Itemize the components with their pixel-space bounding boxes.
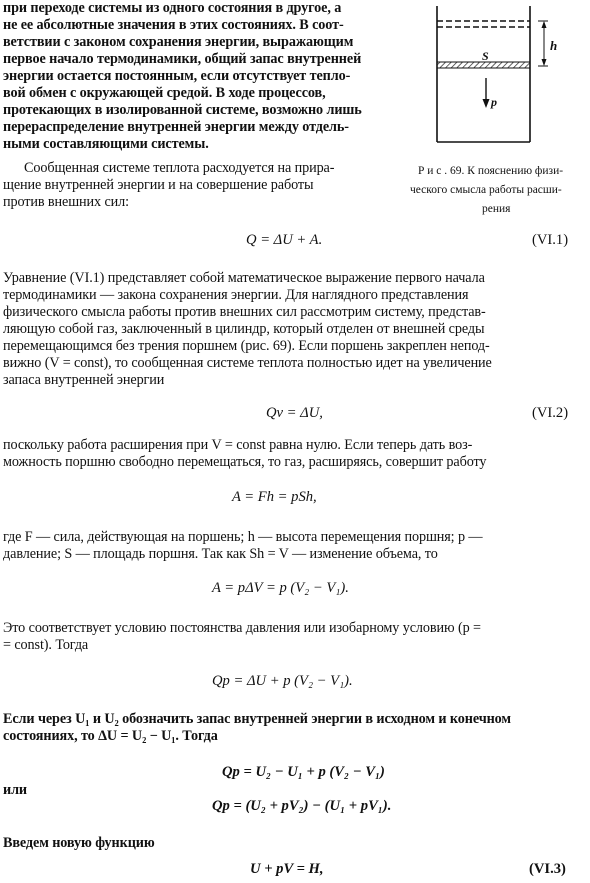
text-line: при переходе системы из одного состояния в другое, а [3, 0, 342, 16]
text-line: перераспределение внутренней энергии между отдель- [3, 119, 349, 135]
label-h: h [550, 38, 558, 53]
text-line: щение внутренней энергии и на совершение работы [3, 177, 314, 193]
text-line: физического смысла работы против внешних сил рассмотрим систему, представ- [3, 304, 486, 320]
equation-qp: Qp = ΔU + p (V₂ − V₁). [212, 673, 353, 689]
text-line: Введем новую функцию [3, 835, 155, 851]
text-line: можность поршню свободно перемещаться, то газ, расширяясь, совершит работу [3, 454, 487, 470]
text-line: вижно (V = const), то сообщенная системе теплота полностью идет на увеличение [3, 355, 492, 371]
text-line: Если через U₁ и U₂ обозначить запас внутренней энергии в исходном и конечном [3, 711, 511, 727]
text-line: Сообщенная системе теплота расходуется на прира- [24, 160, 335, 176]
cylinder-diagram [428, 0, 588, 160]
text-line: термодинамики — закона сохранения энергии. Для наглядного представления [3, 287, 469, 303]
text-line: = const). Тогда [3, 637, 89, 653]
text-line: Это соответствует условию постоянства давления или изобарному условию (p = [3, 620, 481, 636]
equation-qp-u: Qp = U₂ − U₁ + p (V₂ − V₁) [222, 764, 385, 780]
equation-number: (VI.1) [532, 232, 569, 248]
caption-line: рения [482, 203, 511, 215]
label-s: S [482, 49, 489, 63]
or-word: или [3, 782, 28, 798]
text-line: перемещающимся без трения поршнем (рис. 69). Если поршень закреплен непод- [3, 338, 490, 354]
text-line: не ее абсолютные значения в этих состояниях. В соот- [3, 17, 344, 33]
equation-work: A = Fh = pSh, [232, 489, 317, 505]
text-line: ляющую собой газ, заключенный в цилиндр, который отделен от внешней среды [3, 321, 485, 337]
text-line: ными составляющими системы. [3, 136, 209, 152]
equation-qp-grouped: Qp = (U₂ + pV₂) − (U₁ + pV₁). [212, 798, 392, 814]
text-line: запаса внутренней энергии [3, 372, 165, 388]
text-line: состояниях, то ΔU = U₂ − U₁. Тогда [3, 728, 218, 744]
text-line: давление; S — площадь поршня. Так как Sh = V — изменение объема, то [3, 546, 438, 562]
caption-line: ческого смысла работы расши- [410, 184, 562, 196]
text-line: Уравнение (VI.1) представляет собой математическое выражение первого начала [3, 270, 485, 286]
text-line: поскольку работа расширения при V = const равна нулю. Если теперь дать воз- [3, 437, 473, 453]
equation-vi-2: Qv = ΔU, [266, 405, 323, 421]
caption-line: Р и с . 69. К пояснению физи- [418, 165, 564, 177]
label-p: p [491, 95, 497, 109]
text-line: вой обмен с окружающей средой. В ходе процессов, [3, 85, 326, 101]
text-line: протекающих в изолированной системе, возможно лишь [3, 102, 362, 118]
text-line: где F — сила, действующая на поршень; h — высота перемещения поршня; p — [3, 529, 483, 545]
equation-vi-1: Q = ΔU + A. [246, 232, 323, 248]
text-line: ветствии с законом сохранения энергии, выражающим [3, 34, 354, 50]
cylinder-piston-figure [428, 0, 588, 160]
equation-work-volume: A = pΔV = p (V₂ − V₁). [212, 580, 349, 596]
text-line: первое начало термодинамики, общий запас внутренней [3, 51, 362, 67]
text-line: энергии остается постоянным, если отсутствует тепло- [3, 68, 351, 84]
text-line: против внешних сил: [3, 194, 129, 210]
equation-number: (VI.3) [529, 861, 566, 877]
equation-number: (VI.2) [532, 405, 569, 421]
equation-vi-3: U + pV = H, [250, 861, 324, 877]
